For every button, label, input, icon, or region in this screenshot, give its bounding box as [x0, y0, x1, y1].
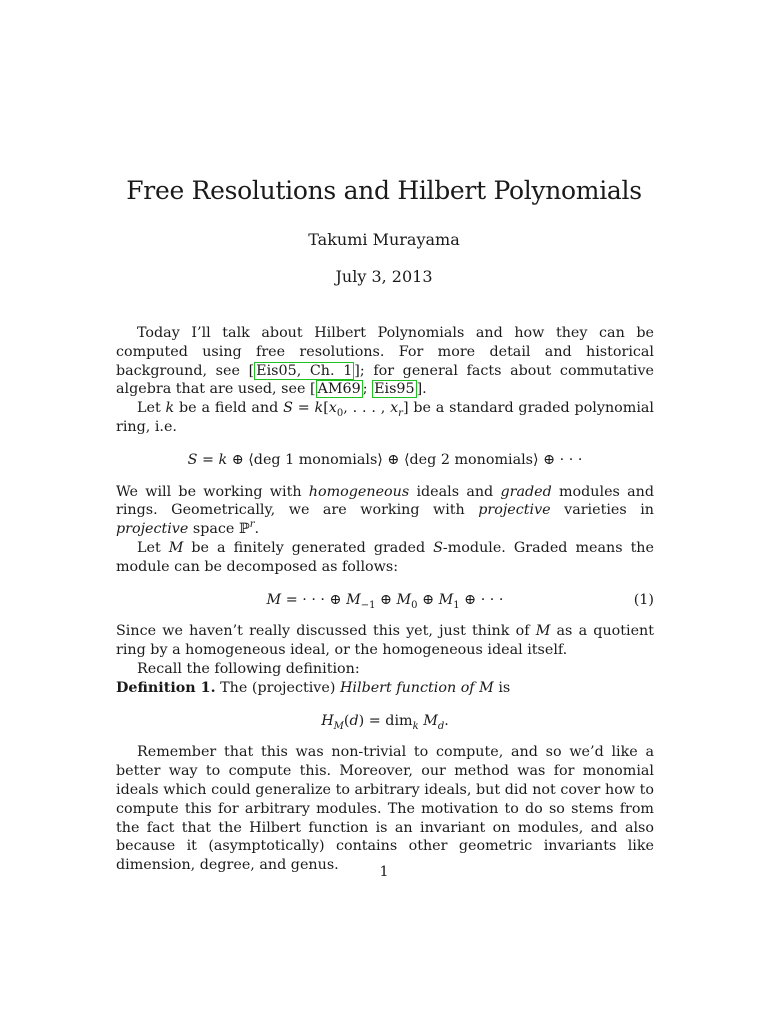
citation-link-eis95[interactable]: Eis95 [374, 381, 415, 398]
emphasis: homogeneous [308, 483, 410, 500]
paper-date: July 3, 2013 [335, 267, 433, 286]
math-subscript: −1 [360, 599, 376, 611]
text: [ [323, 400, 329, 417]
math-var: S [283, 400, 293, 417]
math-var: M [438, 591, 454, 608]
paper-title: Free Resolutions and Hilbert Polynomials [126, 176, 642, 205]
citation-link-eis05[interactable]: Eis05, Ch. 1 [256, 362, 353, 379]
text: = · · · ⊕ [281, 591, 347, 608]
definition-label: Definition 1. [116, 679, 216, 696]
text: We will be working with [116, 483, 309, 500]
equation-1 [116, 591, 654, 610]
text: ideals and [409, 483, 501, 500]
math-subscript: d [437, 720, 445, 732]
text: Today I’ll talk about Hilbert Polynomials and how they can be computed using free resolutions. For more detail and historical background, see [ [116, 325, 654, 379]
text: be a field and [174, 400, 284, 417]
math-var: M [168, 539, 184, 556]
text: The (projective) [215, 679, 340, 696]
math-var: k [218, 451, 228, 468]
emphasis: graded [500, 483, 552, 500]
math-var: M [423, 712, 438, 729]
equation-graded-ring [116, 451, 654, 470]
math-subscript: 0 [411, 599, 418, 611]
text: ⊕ [375, 591, 397, 608]
motivation-paragraph: Remember that this was non-trivial to compute, and so we’d like a better way to compute this. Moreover, our method was for monomial ideals which could generalize to arbitrary ideals, but did not cover how to compute this for arbitrary modules. The motivation to do so stems from the fact that the Hilbert function is an invariant on modules, and also because it (asymptotically) contains other geometric invariants like dimension, degree, and genus. [116, 744, 654, 874]
text: space ℙ [188, 521, 250, 538]
homogeneous-paragraph [116, 483, 654, 539]
math-subscript: M [333, 720, 344, 732]
math-var: S [433, 539, 443, 556]
page-number: 1 [379, 864, 389, 880]
quotient-ring-paragraph [116, 622, 654, 660]
text: ⊕ [417, 591, 439, 608]
paper-body [116, 324, 654, 875]
text: = [197, 451, 219, 468]
text: = [292, 400, 315, 417]
text: be a finitely generated graded [183, 539, 434, 556]
math-var: M [266, 591, 282, 608]
math-subscript: 0 [336, 408, 344, 420]
intro-paragraph [116, 324, 654, 399]
definition-1 [116, 679, 654, 698]
math-var: M [346, 591, 361, 608]
math-var: H [321, 712, 334, 729]
ring-definition-paragraph [116, 399, 654, 437]
math-var: k [165, 400, 175, 417]
text: modules and rings. Geometrically, we are working with [116, 483, 654, 519]
text: ; [362, 381, 373, 398]
emphasis: projective [478, 502, 551, 519]
text: Let [137, 400, 166, 417]
text: . [254, 521, 260, 538]
math-subscript: 1 [453, 599, 460, 611]
text: ) = dim [358, 712, 413, 729]
text: ⊕ · · · [459, 591, 504, 608]
graded-module-paragraph [116, 539, 654, 577]
math-var: M [535, 623, 551, 640]
math-subscript: r [398, 408, 403, 420]
text: . [444, 712, 449, 729]
text: ] be a standard graded polynomial ring, i.e. [116, 400, 654, 435]
math-var: M [479, 679, 494, 696]
math-var: S [187, 451, 198, 468]
text: as a quotient ring by a homogeneous ideal, or the homogeneous ideal itself. [116, 623, 654, 659]
emphasis: Hilbert function of [339, 679, 480, 696]
text: ⊕ ⟨deg 1 monomials⟩ ⊕ ⟨deg 2 monomials⟩ ⊕ · · · [227, 451, 583, 468]
math-superscript: r [249, 519, 255, 531]
text: ]. [416, 381, 427, 398]
recall-paragraph: Recall the following definition: [137, 660, 360, 677]
text: is [493, 679, 511, 696]
math-var: k [314, 400, 324, 417]
citation-link-am69[interactable]: AM69 [317, 381, 361, 398]
text: Let [137, 539, 169, 556]
author-name: Takumi Murayama [308, 230, 460, 249]
equation-number: (1) [633, 591, 654, 608]
equation-hilbert-function [116, 712, 654, 731]
text: ]; for general facts about commutative algebra that are used, see [ [116, 362, 654, 398]
math-subscript: k [412, 720, 419, 732]
text: , . . . , [343, 400, 391, 417]
math-var: M [396, 591, 412, 608]
math-var: x [328, 400, 337, 417]
text: varieties in [550, 502, 654, 519]
text: ( [343, 712, 350, 729]
math-var: d [349, 712, 359, 729]
text: Since we haven’t really discussed this yet, just think of [116, 623, 536, 640]
text: -module. Graded means the module can be decomposed as follows: [116, 539, 654, 575]
math-var: x [390, 400, 399, 417]
emphasis: projective [116, 521, 189, 538]
